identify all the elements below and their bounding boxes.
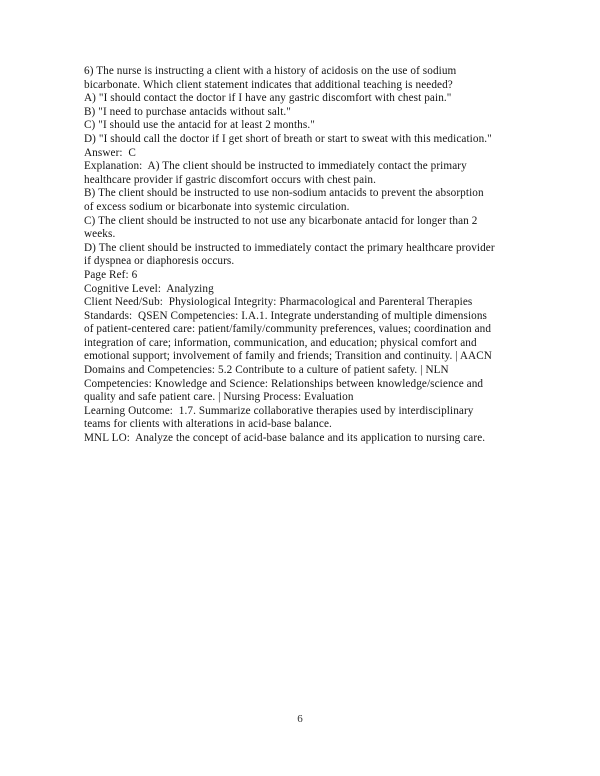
text-line: A) "I should contact the doctor if I have any gastric discomfort with chest pain." <box>84 92 452 105</box>
text-line: of patient-centered care: patient/family/community preferences, values; coordination and <box>84 323 492 336</box>
text-line: if dyspnea or diaphoresis occurs. <box>84 255 235 268</box>
text-line: Answer: C <box>84 146 136 159</box>
text-line: D) "I should call the doctor if I get short of breath or start to sweat with this medication." <box>84 132 492 145</box>
text-line: Explanation: A) The client should be instructed to immediately contact the primary <box>84 160 467 173</box>
text-line: of excess sodium or bicarbonate into systemic circulation. <box>84 200 350 213</box>
text-line: Page Ref: 6 <box>84 268 138 281</box>
text-line: Learning Outcome: 1.7. Summarize collaborative therapies used by interdisciplinary <box>84 404 474 417</box>
text-line: integration of care; information, communication, and education; physical comfort and <box>84 336 477 349</box>
text-line: D) The client should be instructed to immediately contact the primary healthcare provider <box>84 241 495 254</box>
question-text-block <box>84 65 554 446</box>
text-line: emotional support; involvement of family and friends; Transition and continuity. | AACN <box>84 350 492 363</box>
text-line: Cognitive Level: Analyzing <box>84 282 214 295</box>
text-line: Domains and Competencies: 5.2 Contribute to a culture of patient safety. | NLN <box>84 364 449 377</box>
text-line: C) "I should use the antacid for at least 2 months." <box>84 119 315 132</box>
text-line: quality and safe patient care. | Nursing Process: Evaluation <box>84 391 354 404</box>
text-line: healthcare provider if gastric discomfort occurs with chest pain. <box>84 173 376 186</box>
page-number: 6 <box>297 713 303 725</box>
text-line: 6) The nurse is instructing a client with a history of acidosis on the use of sodium <box>84 65 457 77</box>
text-line: B) "I need to purchase antacids without salt." <box>84 105 291 118</box>
text-line: Standards: QSEN Competencies: I.A.1. Integrate understanding of multiple dimensions <box>84 309 487 322</box>
text-line: bicarbonate. Which client statement indicates that additional teaching is needed? <box>84 78 453 91</box>
text-line: weeks. <box>84 228 116 241</box>
text-line: B) The client should be instructed to use non-sodium antacids to prevent the absorption <box>84 187 484 200</box>
text-line: Competencies: Knowledge and Science: Relationships between knowledge/science and <box>84 377 484 390</box>
text-line: MNL LO: Analyze the concept of acid-base balance and its application to nursing care. <box>84 432 486 445</box>
text-line: teams for clients with alterations in acid-base balance. <box>84 418 332 431</box>
text-line: C) The client should be instructed to not use any bicarbonate antacid for longer than 2 <box>84 214 478 227</box>
text-line: Client Need/Sub: Physiological Integrity: Pharmacological and Parenteral Therapies <box>84 296 473 309</box>
